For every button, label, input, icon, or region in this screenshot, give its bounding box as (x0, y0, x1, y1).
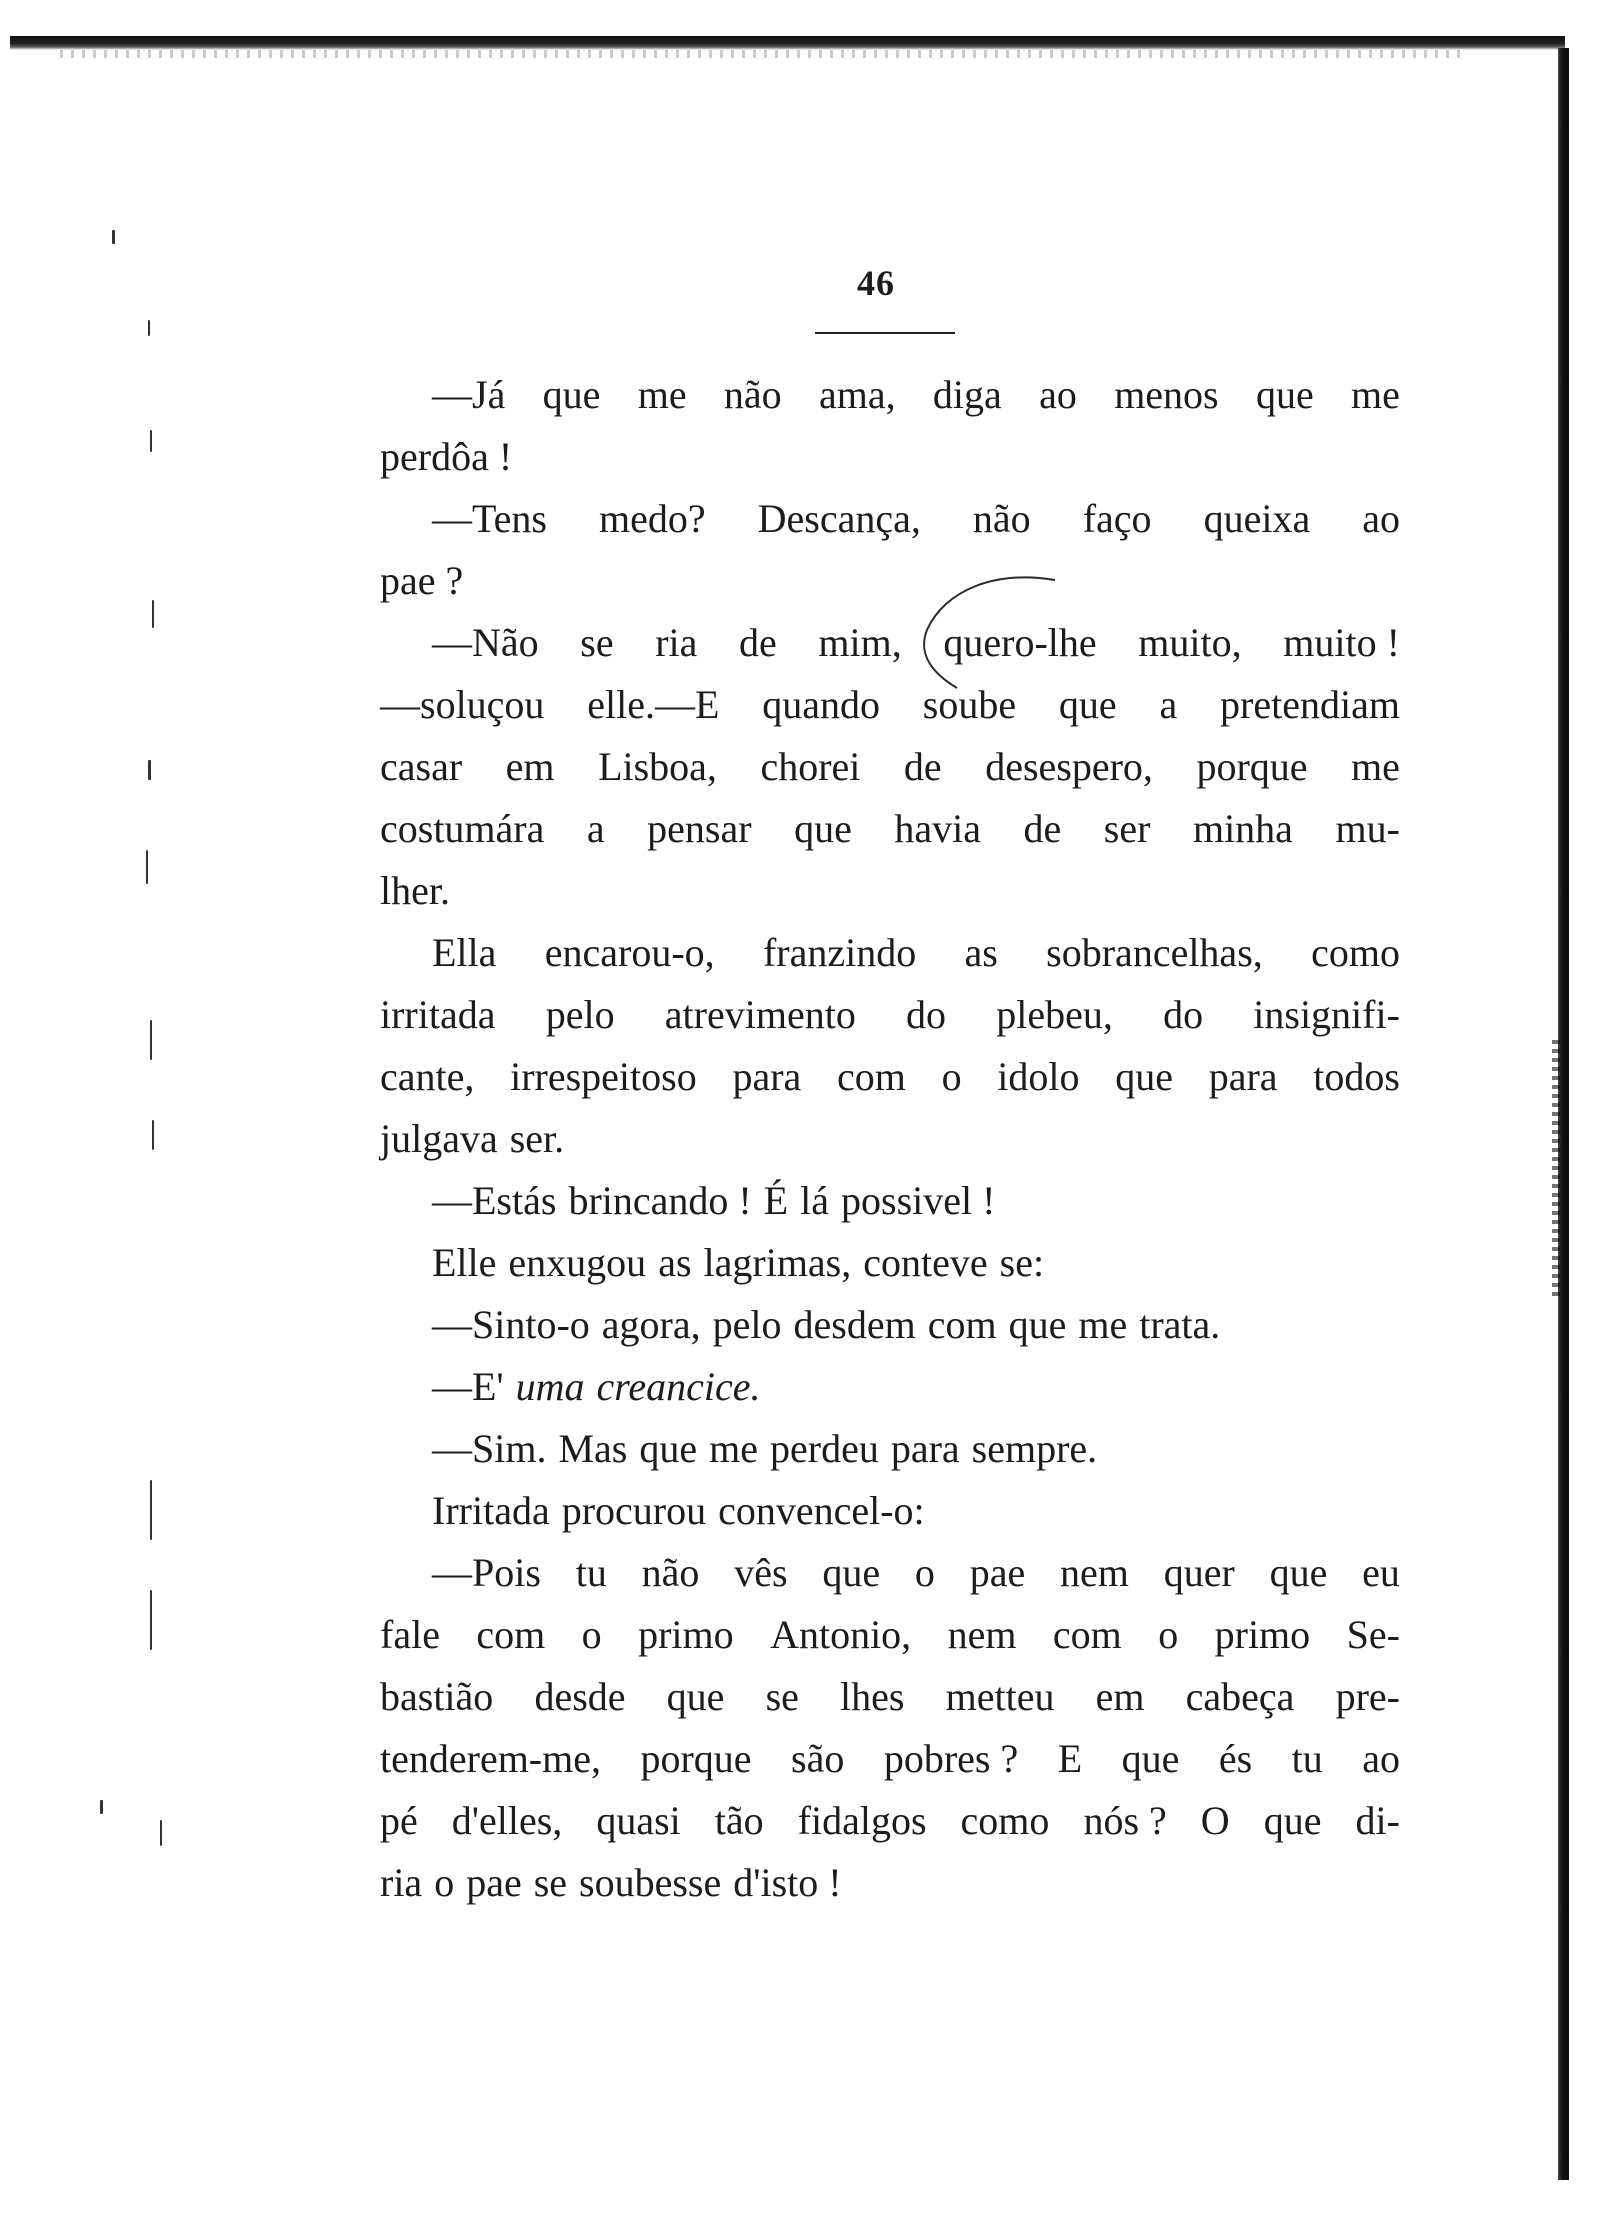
word: que (794, 806, 852, 851)
word: ser. (509, 1116, 565, 1161)
word: irrespeitoso (510, 1054, 697, 1099)
word: ria (655, 620, 698, 665)
word: porque (640, 1736, 752, 1781)
word: como (960, 1798, 1050, 1843)
word: perdôa ! (380, 434, 513, 479)
text-line (380, 426, 1400, 488)
text-line (380, 1542, 1400, 1604)
word: porque (1196, 744, 1308, 789)
speck (150, 1020, 152, 1060)
word: muito, (1138, 620, 1242, 665)
word: franzindo (762, 930, 917, 975)
word: Descança, (757, 496, 921, 541)
word: metteu (945, 1674, 1055, 1719)
word: costumára (380, 806, 545, 851)
word: que (542, 372, 601, 417)
word: que (1115, 1054, 1174, 1099)
word: nós ? (1083, 1798, 1167, 1843)
text-line (380, 1356, 1400, 1418)
word: como (1311, 930, 1400, 975)
word: insignifi- (1253, 992, 1400, 1037)
word: Elle (432, 1240, 497, 1285)
text-line (380, 1480, 1400, 1542)
word: que (822, 1550, 881, 1595)
pen-annotation-mark (905, 570, 1065, 700)
word: pretendiam (1220, 682, 1400, 727)
word: são (791, 1736, 845, 1781)
word: quando (762, 682, 880, 727)
word: que (1008, 1302, 1067, 1347)
word: se (765, 1674, 799, 1719)
text-line (380, 364, 1400, 426)
scan-top-border (10, 36, 1565, 50)
text-line (380, 1294, 1400, 1356)
word: pelo (545, 992, 615, 1037)
speck (146, 850, 148, 884)
word: Irritada (432, 1488, 550, 1533)
word: enxugou (508, 1240, 647, 1285)
text-line (380, 922, 1400, 984)
text-line (380, 1170, 1400, 1232)
text-line (380, 550, 1400, 612)
word: o (1158, 1612, 1179, 1657)
word: o (914, 1550, 935, 1595)
word: de (739, 620, 777, 665)
word: pobres ? (883, 1736, 1019, 1781)
word: com (836, 1054, 906, 1099)
text-line (380, 1232, 1400, 1294)
word: primo (1214, 1612, 1311, 1657)
word: o (434, 1860, 455, 1905)
speck (150, 430, 152, 452)
word: É (763, 1178, 789, 1223)
word: ria (380, 1860, 423, 1905)
text-line (380, 1108, 1400, 1170)
word: cante, (380, 1054, 475, 1099)
word: pae (969, 1550, 1026, 1595)
scan-right-notch (1552, 1040, 1560, 1300)
word: a (586, 806, 605, 851)
word: que (666, 1674, 725, 1719)
word: se (533, 1860, 568, 1905)
word: as (658, 1240, 692, 1285)
text-line (380, 736, 1400, 798)
word: Antonio, (770, 1612, 912, 1657)
word: O (1200, 1798, 1230, 1843)
word: lá (800, 1178, 830, 1223)
word: que (1263, 1798, 1322, 1843)
word: ser (1103, 806, 1151, 851)
word: me (1351, 372, 1400, 417)
word: idolo (997, 1054, 1080, 1099)
word: Se- (1346, 1612, 1400, 1657)
text-line (380, 1046, 1400, 1108)
text-line (380, 488, 1400, 550)
word: —Sinto-o (432, 1302, 590, 1347)
word: fale (380, 1612, 440, 1657)
word: procurou (561, 1488, 707, 1533)
word: —Sim. (432, 1426, 547, 1471)
word: eu (1362, 1550, 1400, 1595)
word: tão (714, 1798, 764, 1843)
word: lagrimas, (703, 1240, 852, 1285)
word: que (1058, 682, 1117, 727)
text-line (380, 1604, 1400, 1666)
word: que (1269, 1550, 1328, 1595)
margin-specks (100, 200, 180, 2000)
word: Mas (558, 1426, 628, 1471)
word: com (927, 1302, 997, 1347)
word: Ella (432, 930, 497, 975)
word: se (580, 620, 614, 665)
word: todos (1313, 1054, 1400, 1099)
word: ao (1039, 372, 1077, 417)
word: primo (638, 1612, 734, 1657)
word: ao (1362, 496, 1400, 541)
word: que (1255, 372, 1314, 417)
word: para (1208, 1054, 1278, 1099)
word: lher. (380, 868, 450, 913)
word: atrevimento (664, 992, 856, 1037)
word: casar (380, 744, 463, 789)
word: quasi (596, 1798, 681, 1843)
word: me (1351, 744, 1400, 789)
word: —Estás (432, 1178, 557, 1223)
word: quero-lhe (943, 620, 1097, 665)
word: medo? (599, 496, 706, 541)
word: de (903, 744, 942, 789)
word: vês (734, 1550, 788, 1595)
text-line (380, 1666, 1400, 1728)
word: di- (1355, 1798, 1400, 1843)
word: d'elles, (451, 1798, 563, 1843)
word: nem (1060, 1550, 1129, 1595)
speck (100, 1800, 103, 1814)
word: pensar (647, 806, 752, 851)
word: de (1023, 806, 1062, 851)
speck (152, 1120, 154, 1150)
word: soubesse (579, 1860, 722, 1905)
word: agora, (601, 1302, 701, 1347)
word: desespero, (985, 744, 1153, 789)
word: convencel-o: (718, 1488, 925, 1533)
word: conteve (863, 1240, 988, 1285)
scan-top-fringe (60, 50, 1460, 58)
word: as (964, 930, 998, 975)
word: não (972, 496, 1031, 541)
word: com (476, 1612, 546, 1657)
speck (150, 1590, 152, 1650)
speck (148, 760, 151, 780)
word: brincando ! (568, 1178, 752, 1223)
word: me (1078, 1302, 1128, 1347)
word: plebeu, (996, 992, 1113, 1037)
word: que (1121, 1736, 1180, 1781)
speck (112, 230, 115, 244)
word: queixa (1203, 496, 1311, 541)
text-line (380, 612, 1400, 674)
word: és (1218, 1736, 1253, 1781)
word: soube (922, 682, 1017, 727)
body-text (380, 364, 1400, 1914)
word: ama, (818, 372, 896, 417)
word: Lisboa, (598, 744, 717, 789)
word: me (637, 372, 687, 417)
word: com (1052, 1612, 1122, 1657)
word: em (1095, 1674, 1145, 1719)
word: tenderem-me, (380, 1736, 601, 1781)
word: desde (534, 1674, 626, 1719)
speck (160, 1820, 162, 1846)
word: possivel ! (841, 1178, 996, 1223)
word: quer (1163, 1550, 1235, 1595)
text-line (380, 984, 1400, 1046)
word: mim, (818, 620, 902, 665)
word: sempre. (971, 1426, 1098, 1471)
text-line (380, 674, 1400, 736)
word: para (732, 1054, 802, 1099)
word: o (941, 1054, 962, 1099)
word: o (581, 1612, 602, 1657)
word: a (1159, 682, 1178, 727)
word: uma (515, 1364, 585, 1409)
word: —Não (432, 620, 539, 665)
page-number-rule (815, 332, 955, 334)
word: tu (575, 1550, 607, 1595)
word: julgava (380, 1116, 498, 1161)
word: chorei (760, 744, 861, 789)
speck (152, 600, 154, 628)
word: creancice. (596, 1364, 761, 1409)
word: trata. (1139, 1302, 1221, 1347)
word: não (723, 372, 782, 417)
word: nem (947, 1612, 1017, 1657)
word: sobrancelhas, (1046, 930, 1263, 975)
word: cabeça (1185, 1674, 1295, 1719)
word: perdeu (770, 1426, 879, 1471)
text-line (380, 1852, 1400, 1914)
word: —Tens (432, 496, 547, 541)
text-line (380, 1418, 1400, 1480)
word: ao (1362, 1736, 1400, 1781)
word: muito ! (1283, 620, 1400, 665)
word: d'isto ! (733, 1860, 842, 1905)
word: tu (1291, 1736, 1323, 1781)
speck (150, 1480, 152, 1540)
word: pé (380, 1798, 418, 1843)
text-line (380, 1728, 1400, 1790)
word: E (1057, 1736, 1083, 1781)
word: irritada (380, 992, 496, 1037)
word: minha (1192, 806, 1293, 851)
word: encarou-o, (544, 930, 715, 975)
word: menos (1114, 372, 1219, 417)
word: —Já (432, 372, 506, 417)
word: fidalgos (797, 1798, 927, 1843)
word: me (709, 1426, 759, 1471)
word: não (641, 1550, 700, 1595)
word: que (639, 1426, 698, 1471)
word: pelo (712, 1302, 782, 1347)
word: em (505, 744, 555, 789)
word: do (906, 992, 947, 1037)
word: bastião (380, 1674, 494, 1719)
word: para (890, 1426, 960, 1471)
word: lhes (840, 1674, 905, 1719)
word: elle.—E (587, 682, 720, 727)
text-line (380, 860, 1400, 922)
word: faço (1082, 496, 1152, 541)
word: mu- (1335, 806, 1400, 851)
text-line (380, 1790, 1400, 1852)
word: —Pois (432, 1550, 541, 1595)
word: se: (999, 1240, 1045, 1285)
word: do (1163, 992, 1204, 1037)
word: pae (466, 1860, 522, 1905)
speck (148, 320, 150, 336)
word: —E' (432, 1364, 504, 1409)
page-number: 46 (857, 263, 895, 303)
word: desdem (793, 1302, 916, 1347)
text-line (380, 798, 1400, 860)
word: —soluçou (380, 682, 545, 727)
word: pae ? (380, 558, 464, 603)
word: diga (932, 372, 1002, 417)
word: havia (894, 806, 981, 851)
word: pre- (1335, 1674, 1400, 1719)
